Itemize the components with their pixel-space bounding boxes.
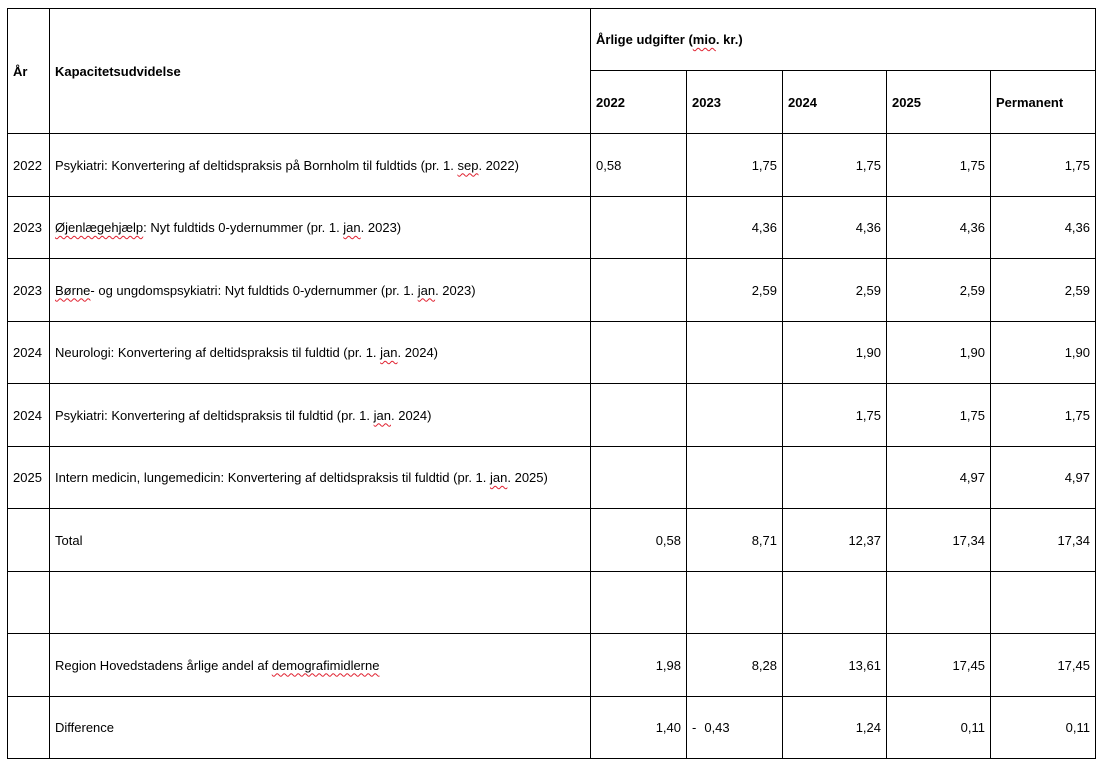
cell-2025: 4,97	[887, 447, 991, 509]
empty-row	[8, 572, 1096, 634]
spellcheck-word: jan	[490, 470, 508, 485]
header-col-2023: 2023	[687, 71, 783, 134]
cell-2024: 4,36	[783, 197, 887, 259]
cell-2023	[687, 384, 783, 447]
cell-2023	[687, 447, 783, 509]
cell-2023: 4,36	[687, 197, 783, 259]
cell-2024: 1,90	[783, 322, 887, 384]
negative-value	[692, 720, 777, 735]
row-description: Psykiatri: Konvertering af deltidspraksis på Bornholm til fuldtids (pr. 1. sep. 2022)	[50, 134, 591, 197]
cell-permanent: 4,36	[991, 197, 1096, 259]
row-description: Intern medicin, lungemedicin: Konvertering af deltidspraksis til fuldtid (pr. 1. jan. 2025)	[50, 447, 591, 509]
cell-2022: 1,98	[591, 634, 687, 697]
region-share-label: Region Hovedstadens årlige andel af demografimidlerne	[50, 634, 591, 697]
table-row	[8, 259, 1096, 322]
cell-2023	[687, 322, 783, 384]
row-year: 2024	[8, 322, 50, 384]
header-year: År	[8, 9, 50, 134]
cell-2025: 0,11	[887, 697, 991, 759]
cell-2022	[591, 197, 687, 259]
cell-2025: 17,34	[887, 509, 991, 572]
cell-permanent: 17,34	[991, 509, 1096, 572]
cell-2025: 1,75	[887, 384, 991, 447]
cell-2025: 17,45	[887, 634, 991, 697]
header-col-2025: 2025	[887, 71, 991, 134]
value: 0,43	[704, 720, 730, 735]
cell-2023: 1,75	[687, 134, 783, 197]
header-col-2024: 2024	[783, 71, 887, 134]
cell-2022: 0,58	[591, 509, 687, 572]
empty-cell	[8, 572, 50, 634]
empty-cell	[591, 572, 687, 634]
row-year	[8, 697, 50, 759]
table-row	[8, 134, 1096, 197]
row-year: 2023	[8, 259, 50, 322]
header-annual-expenses: Årlige udgifter (mio. kr.)	[591, 9, 1096, 71]
cell-2024	[783, 447, 887, 509]
minus-sign: -	[692, 720, 697, 735]
cell-2025: 2,59	[887, 259, 991, 322]
row-year	[8, 509, 50, 572]
spellcheck-word: Øjenlægehjælp	[55, 220, 144, 235]
table-row	[8, 197, 1096, 259]
row-year	[8, 634, 50, 697]
header-col-2022: 2022	[591, 71, 687, 134]
empty-cell	[991, 572, 1096, 634]
cell-2022	[591, 259, 687, 322]
cell-2022	[591, 322, 687, 384]
table-row	[8, 322, 1096, 384]
header-row-top	[8, 9, 1096, 71]
table-row	[8, 384, 1096, 447]
row-description: Psykiatri: Konvertering af deltidspraksis til fuldtid (pr. 1. jan. 2024)	[50, 384, 591, 447]
row-year: 2024	[8, 384, 50, 447]
table-row	[8, 447, 1096, 509]
cell-2022: 0,58	[591, 134, 687, 197]
difference-label: Difference	[50, 697, 591, 759]
cell-permanent: 1,75	[991, 134, 1096, 197]
spellcheck-word: sep	[457, 157, 479, 173]
spellcheck-word: jan	[343, 220, 361, 235]
cell-permanent: 17,45	[991, 634, 1096, 697]
empty-cell	[50, 572, 591, 634]
spellcheck-word: jan	[380, 345, 398, 360]
cell-2023: 8,28	[687, 634, 783, 697]
cell-2022	[591, 384, 687, 447]
cell-2022: 1,40	[591, 697, 687, 759]
cell-2023: 2,59	[687, 259, 783, 322]
cell-permanent: 1,75	[991, 384, 1096, 447]
cell-permanent: 2,59	[991, 259, 1096, 322]
header-capacity: Kapacitetsudvidelse	[50, 9, 591, 134]
row-year: 2022	[8, 134, 50, 197]
cell-permanent: 1,90	[991, 322, 1096, 384]
empty-cell	[687, 572, 783, 634]
cell-2023	[687, 697, 783, 759]
total-label: Total	[50, 509, 591, 572]
cell-2024: 1,24	[783, 697, 887, 759]
cell-2024: 12,37	[783, 509, 887, 572]
empty-cell	[887, 572, 991, 634]
cell-permanent: 4,97	[991, 447, 1096, 509]
cell-permanent: 0,11	[991, 697, 1096, 759]
row-description: Børne- og ungdomspsykiatri: Nyt fuldtids 0-ydernummer (pr. 1. jan. 2023)	[50, 259, 591, 322]
cell-2025: 4,36	[887, 197, 991, 259]
cell-2024: 1,75	[783, 384, 887, 447]
expenses-table	[7, 8, 1096, 759]
spellcheck-mio: mio	[692, 32, 716, 47]
empty-cell	[783, 572, 887, 634]
row-description: Øjenlægehjælp: Nyt fuldtids 0-ydernummer (pr. 1. jan. 2023)	[50, 197, 591, 259]
region-share-row	[8, 634, 1096, 697]
header-col-permanent: Permanent	[991, 71, 1096, 134]
cell-2025: 1,90	[887, 322, 991, 384]
spellcheck-word: jan	[373, 407, 391, 423]
spellcheck-word: Børne	[55, 282, 91, 298]
spellcheck-word: jan	[417, 282, 436, 298]
total-row	[8, 509, 1096, 572]
difference-row	[8, 697, 1096, 759]
cell-2023: 8,71	[687, 509, 783, 572]
cell-2024: 13,61	[783, 634, 887, 697]
row-year: 2025	[8, 447, 50, 509]
row-year: 2023	[8, 197, 50, 259]
cell-2024: 1,75	[783, 134, 887, 197]
cell-2024: 2,59	[783, 259, 887, 322]
cell-2022	[591, 447, 687, 509]
row-description: Neurologi: Konvertering af deltidspraksis til fuldtid (pr. 1. jan. 2024)	[50, 322, 591, 384]
cell-2025: 1,75	[887, 134, 991, 197]
spellcheck-word: demografimidlerne	[271, 657, 380, 673]
